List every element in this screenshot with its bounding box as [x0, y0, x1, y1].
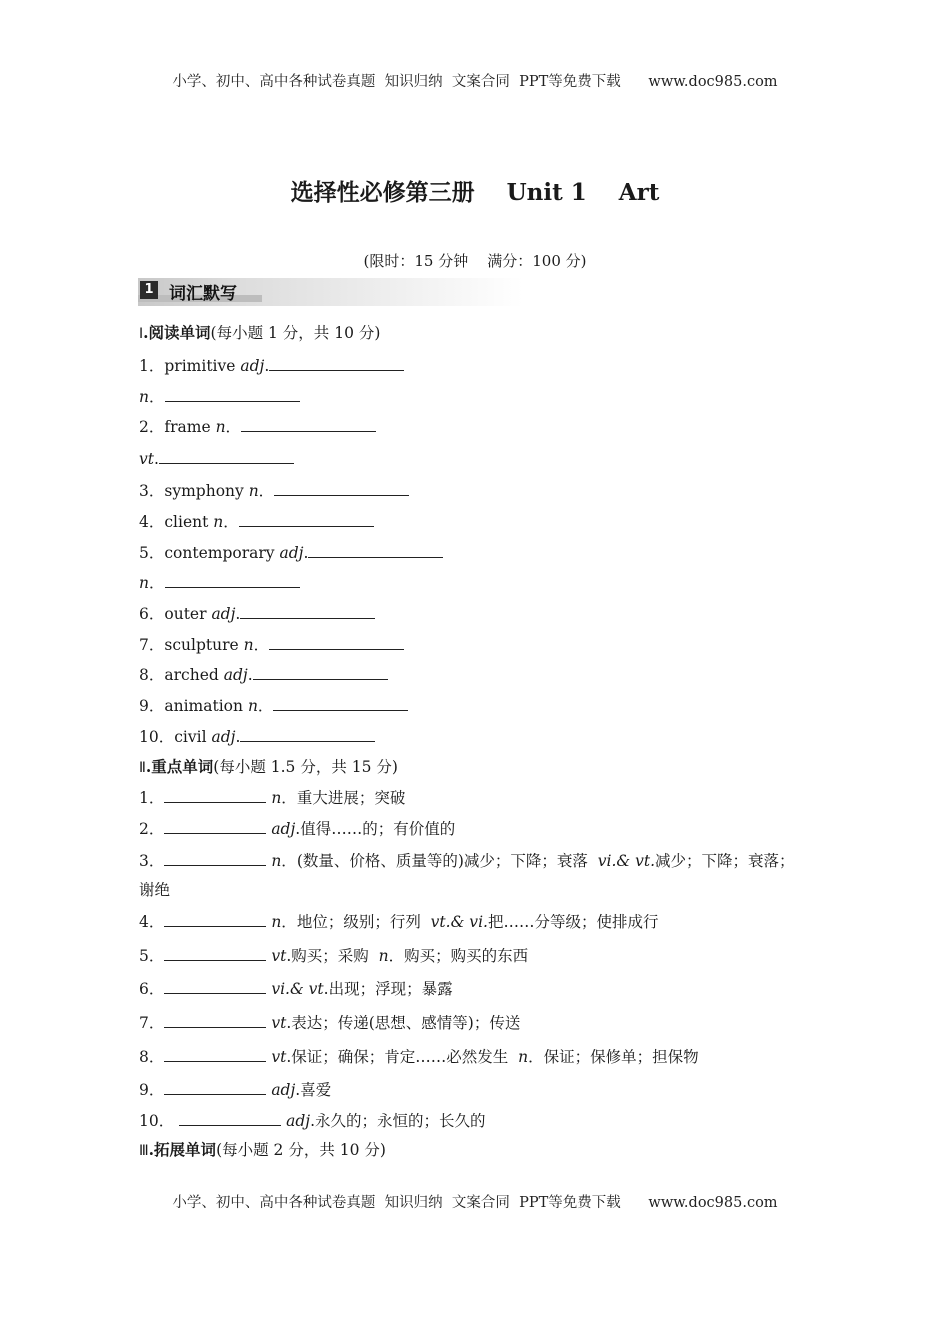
key-item: 1． n．重大进展；突破	[139, 789, 406, 807]
answer-blank[interactable]	[273, 695, 408, 711]
section-score: (每小题 2 分，共 10 分)	[216, 1141, 386, 1159]
reading-item: 1．primitive adj.	[139, 355, 404, 376]
section-title: .重点单词	[145, 757, 214, 776]
reading-item: vt.	[139, 448, 294, 469]
key-item: 7． vt.表达；传递(思想、感情等)；传送	[139, 1014, 521, 1032]
answer-blank[interactable]	[164, 978, 266, 994]
section-heading-reading	[139, 323, 380, 344]
reading-item: 10．civil adj.	[139, 726, 375, 747]
section-heading-extended	[139, 1140, 386, 1161]
answer-blank[interactable]	[164, 1012, 266, 1028]
page-header: 小学、初中、高中各种试卷真题 知识归纳 文案合同 PPT等免费下载 www.doc985.com	[172, 74, 778, 90]
key-item: 10． adj.永久的；永恒的；长久的	[139, 1112, 486, 1130]
answer-blank[interactable]	[274, 480, 409, 496]
key-item: 4． n．地位；级别；行列 vt.& vi.把……分等级；使排成行	[139, 913, 659, 931]
answer-blank[interactable]	[164, 818, 266, 834]
key-item: 9． adj.喜爱	[139, 1081, 332, 1099]
answer-blank[interactable]	[179, 1110, 281, 1126]
answer-blank[interactable]	[164, 850, 266, 866]
answer-blank[interactable]	[240, 603, 375, 619]
answer-blank[interactable]	[239, 511, 374, 527]
key-item: 3． n．(数量、价格、质量等的)减少；下降；衰落 vi.& vt.减少；下降；衰落；	[139, 852, 795, 870]
reading-item: 6．outer adj.	[139, 603, 375, 624]
section-banner	[138, 278, 523, 306]
answer-blank[interactable]	[164, 945, 266, 961]
answer-blank[interactable]	[269, 634, 404, 650]
reading-item: 8．arched adj.	[139, 664, 388, 685]
answer-blank[interactable]	[164, 1079, 266, 1095]
answer-blank[interactable]	[308, 542, 443, 558]
time-limit: (限时：15 分钟 满分：100 分)	[363, 252, 587, 270]
answer-blank[interactable]	[269, 355, 404, 371]
reading-item: 3．symphony n．	[139, 480, 409, 501]
section-numeral: Ⅲ	[139, 1143, 149, 1159]
answer-blank[interactable]	[159, 448, 294, 464]
reading-item: 9．animation n．	[139, 695, 408, 716]
page-footer: 小学、初中、高中各种试卷真题 知识归纳 文案合同 PPT等免费下载 www.doc985.com	[172, 1195, 778, 1211]
banner-number: 1	[140, 281, 158, 299]
page-title: 选择性必修第三册 Unit 1 Art	[290, 179, 660, 206]
reading-item: 4．client n．	[139, 511, 374, 532]
reading-item: 2．frame n．	[139, 416, 376, 437]
reading-item: n．	[139, 386, 300, 407]
section-title: .拓展单词	[148, 1140, 217, 1159]
answer-blank[interactable]	[253, 664, 388, 680]
reading-item: 7．sculpture n．	[139, 634, 404, 655]
answer-blank[interactable]	[164, 1046, 266, 1062]
answer-blank[interactable]	[164, 911, 266, 927]
answer-blank[interactable]	[165, 572, 300, 588]
key-item: 5． vt.购买；采购 n．购买；购买的东西	[139, 947, 529, 965]
reading-item: 5．contemporary adj.	[139, 542, 443, 563]
section-score: (每小题 1.5 分，共 15 分)	[213, 758, 398, 776]
section-score: (每小题 1 分，共 10 分)	[210, 324, 381, 342]
answer-blank[interactable]	[240, 726, 375, 742]
answer-blank[interactable]	[241, 416, 376, 432]
section-numeral: Ⅰ	[139, 326, 144, 342]
key-item: 8． vt.保证；确保；肯定……必然发生 n．保证；保修单；担保物	[139, 1048, 699, 1066]
section-title: .阅读单词	[143, 323, 211, 342]
reading-item: n．	[139, 572, 300, 593]
section-numeral: Ⅱ	[139, 760, 146, 776]
section-heading-key	[139, 757, 398, 778]
answer-blank[interactable]	[165, 386, 300, 402]
answer-blank[interactable]	[164, 787, 266, 803]
key-item: 2． adj.值得……的；有价值的	[139, 820, 456, 838]
key-item-continued: 谢绝	[139, 881, 171, 899]
banner-title: 词汇默写	[169, 284, 237, 304]
key-item: 6． vi.& vt.出现；浮现；暴露	[139, 980, 453, 998]
